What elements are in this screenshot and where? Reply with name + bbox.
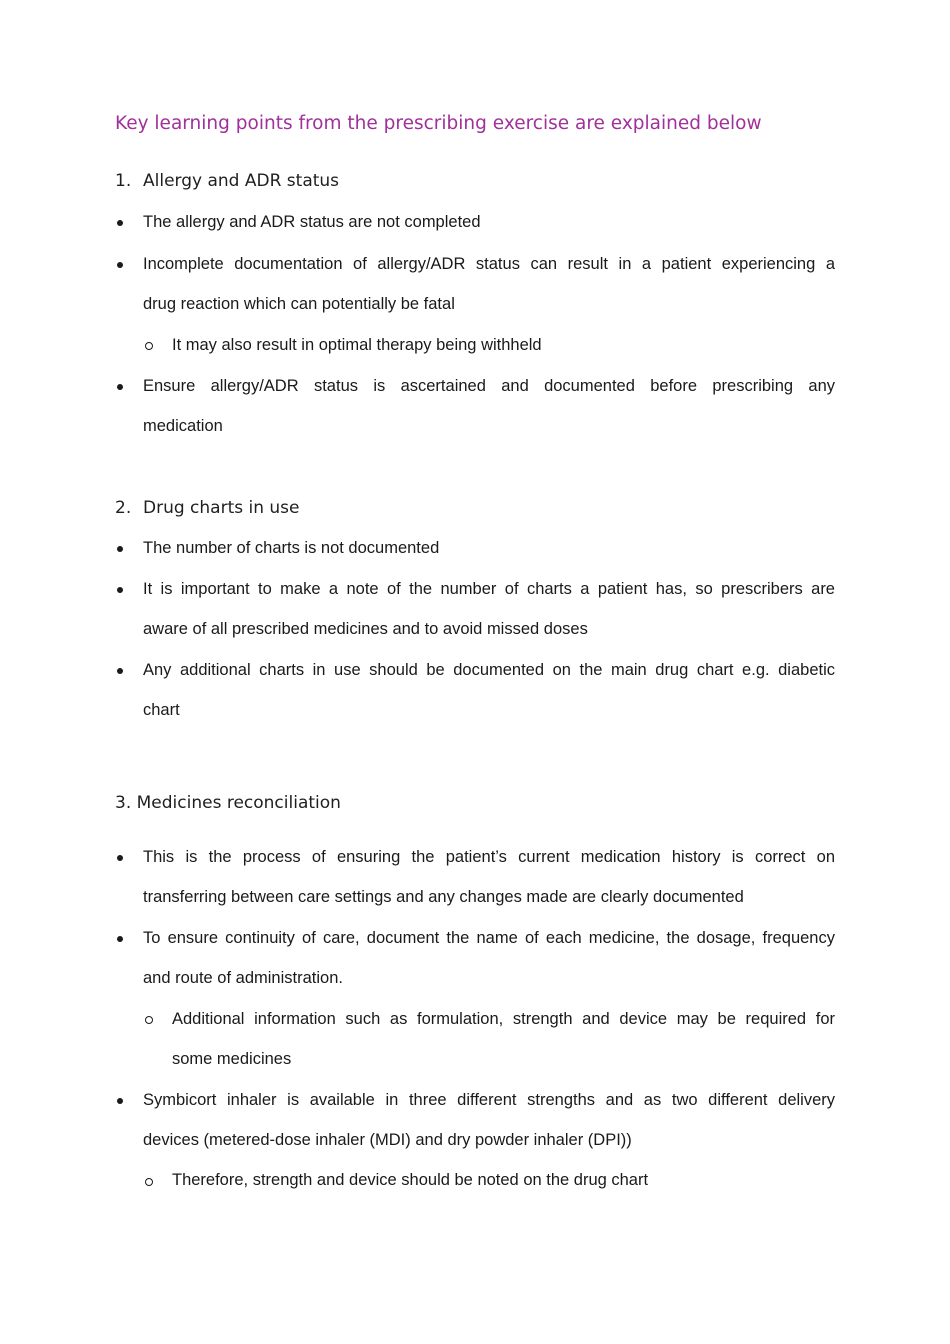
sub-bullet-icon — [145, 342, 153, 350]
section-2-bullet-2-line-1: It is important to make a note of the number of charts a patient has, so prescribers are — [143, 580, 835, 598]
section-1-bullet-3-line-1: Ensure allergy/ADR status is ascertained and documented before prescribing any — [143, 377, 835, 395]
section-1-bullet-3-line-2: medication — [143, 417, 223, 435]
section-3-bullet-3-line-1: Symbicort inhaler is available in three different strengths and as two different delivery — [143, 1091, 835, 1109]
section-1-bullet-1: The allergy and ADR status are not completed — [143, 213, 481, 231]
section-3-heading: 3. Medicines reconciliation — [115, 793, 341, 813]
section-3-sub-bullet-1-line-1: Additional information such as formulation, strength and device may be required for — [172, 1010, 835, 1028]
page-title: Key learning points from the prescribing exercise are explained below — [115, 113, 762, 134]
section-3-bullet-1-line-1: This is the process of ensuring the patient’s current medication history is correct on — [143, 848, 835, 866]
section-2-bullet-2-line-2: aware of all prescribed medicines and to avoid missed doses — [143, 620, 588, 638]
section-2-bullet-1: The number of charts is not documented — [143, 539, 440, 557]
section-2-bullet-3-line-1: Any additional charts in use should be documented on the main drug chart e.g. diabetic — [143, 661, 835, 679]
section-3-bullet-2-line-2: and route of administration. — [143, 969, 343, 987]
bullet-icon — [117, 546, 123, 552]
section-1-number: 1. — [115, 171, 132, 191]
section-3-sub-bullet-2: Therefore, strength and device should be noted on the drug chart — [172, 1171, 649, 1189]
section-2-heading: Drug charts in use — [143, 498, 300, 518]
bullet-icon — [117, 587, 123, 593]
section-2-number: 2. — [115, 498, 132, 518]
bullet-icon — [117, 220, 123, 226]
section-3-bullet-3-line-2: devices (metered-dose inhaler (MDI) and dry powder inhaler (DPI)) — [143, 1131, 632, 1149]
section-1-heading: Allergy and ADR status — [143, 171, 340, 191]
bullet-icon — [117, 262, 123, 268]
section-3-bullet-1-line-2: transferring between care settings and any changes made are clearly documented — [143, 888, 744, 906]
bullet-icon — [117, 384, 123, 390]
sub-bullet-icon — [145, 1016, 153, 1024]
bullet-icon — [117, 1098, 123, 1104]
section-1-bullet-2-line-1: Incomplete documentation of allergy/ADR status can result in a patient experiencing a — [143, 255, 835, 273]
section-3-bullet-2-line-1: To ensure continuity of care, document the name of each medicine, the dosage, frequency — [143, 929, 835, 947]
section-1-bullet-2-line-2: drug reaction which can potentially be fatal — [143, 295, 455, 313]
section-1-sub-bullet: It may also result in optimal therapy being withheld — [172, 336, 542, 354]
bullet-icon — [117, 936, 123, 942]
section-2-bullet-3-line-2: chart — [143, 701, 180, 719]
bullet-icon — [117, 668, 123, 674]
bullet-icon — [117, 855, 123, 861]
sub-bullet-icon — [145, 1178, 153, 1186]
section-3-sub-bullet-1-line-2: some medicines — [172, 1050, 292, 1068]
